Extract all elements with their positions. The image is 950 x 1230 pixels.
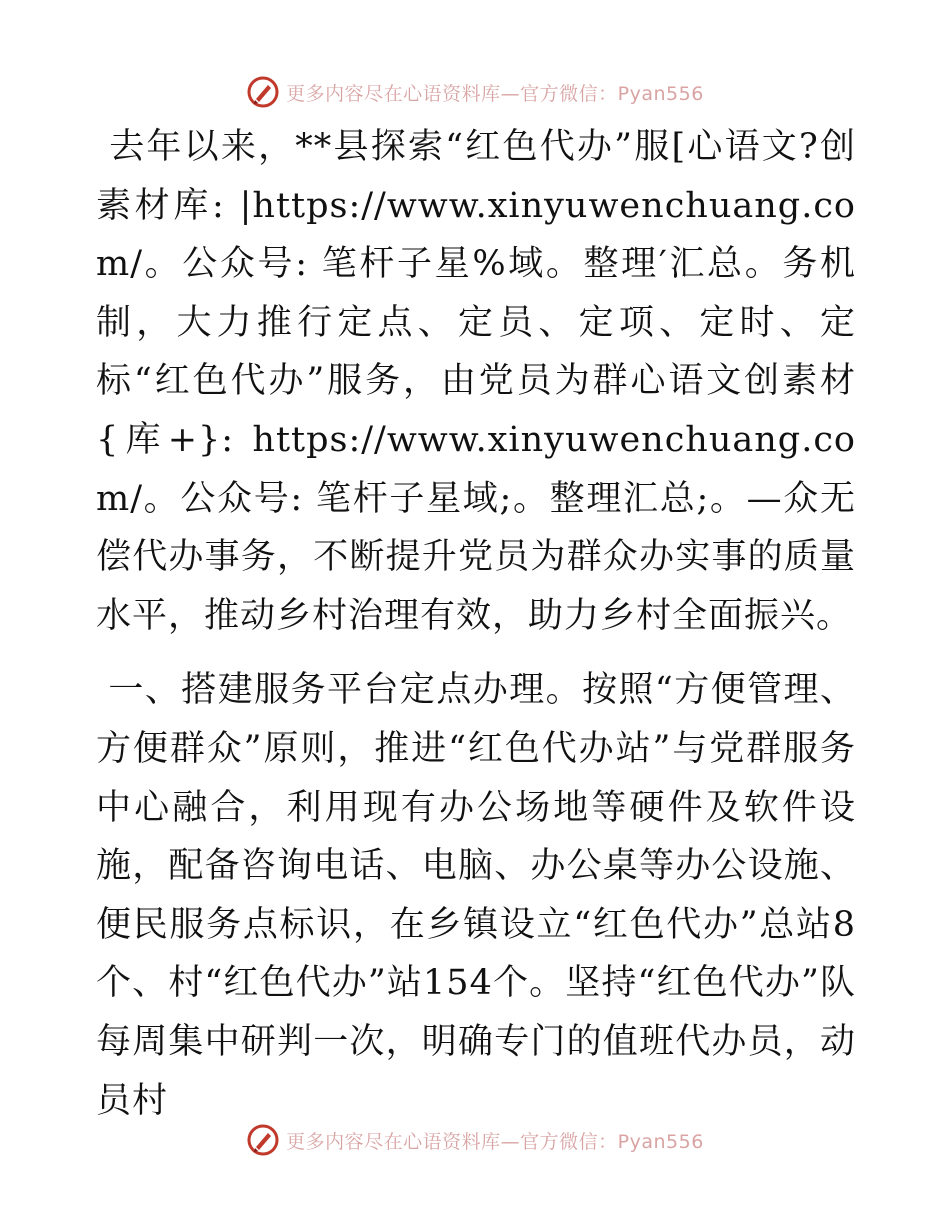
pen-logo-icon — [246, 1123, 280, 1157]
watermark-text: 更多内容尽在心语资料库—官方微信：Pyan556 — [286, 82, 704, 105]
paragraph-intro — [96, 118, 856, 645]
header-watermark — [0, 72, 950, 112]
paragraph-section-one — [96, 661, 856, 1130]
paragraph-section-one-text: 一、搭建服务平台定点办理。按照“方便管理、方便群众”原则，推进“红色代办站”与党群服务中心融合，利用现有办公场地等硬件及软件设施，配备咨询电话、电脑、办公桌等办公设施、便民服务点标识，在乡镇设立“红色代办”总站8个、村“红色代办”站154个。坚持“红色代办”队每周集中研判一次，明确专门的值班代办员，动员村 — [96, 670, 856, 1121]
document-body — [96, 118, 856, 1146]
watermark-text: 更多内容尽在心语资料库—官方微信：Pyan556 — [286, 1130, 704, 1153]
paragraph-intro-text: 去年以来，**县探索“红色代办”服[心语文?创素材库: |https://www.xinyuwenchuang.com/。公众号: 笔杆子星%域。整理′汇总。务机制，大力推行定点、定员、定项、定时、定标“红色代办”服务，由党员为群心语文创素材{库+}: https://www.xinyuwenchuang.com/。公众号: 笔杆子星域;。整理汇总;。—众无偿代办事务，不断提升党员为群众办实事的质量水平，推动乡村治理有效，助力乡村全面振兴。 — [96, 127, 856, 636]
footer-watermark — [0, 1120, 950, 1160]
pen-logo-icon — [246, 75, 280, 109]
